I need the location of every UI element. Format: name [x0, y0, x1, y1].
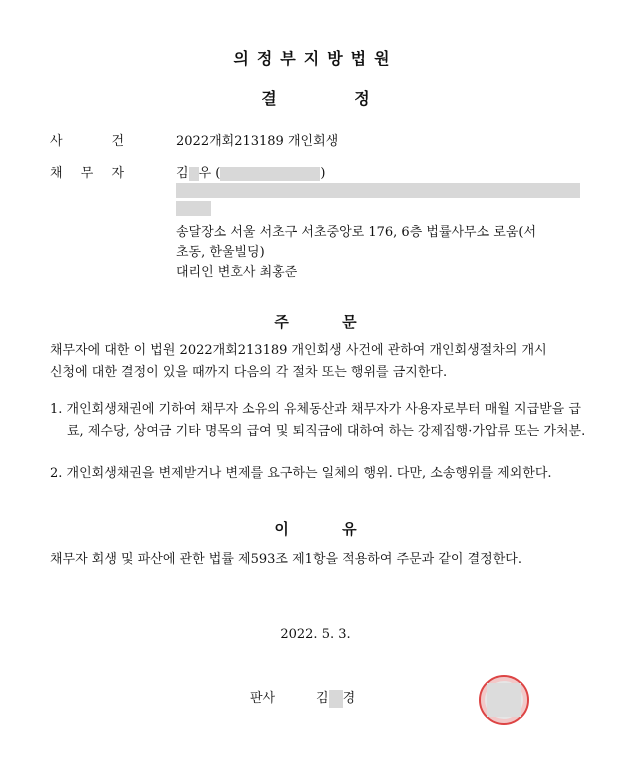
debtor-name-first: 김 — [176, 166, 189, 181]
seal-redaction — [487, 683, 521, 717]
judge-label: 판사 — [250, 691, 276, 706]
debtor-close-paren: ) — [320, 166, 326, 181]
address-redaction-short — [176, 201, 211, 216]
debtor-label: 채 무 자 — [50, 166, 124, 181]
debtor-name — [176, 162, 325, 181]
reason-text: 채무자 회생 및 파산에 관한 법률 제593조 제1항을 적용하여 주문과 같이 결정한다. — [50, 552, 522, 567]
case-number: 2022개회213189 개인회생 — [176, 134, 339, 149]
order-item: 2. 개인회생채권을 변제받거나 변제를 요구하는 일체의 행위. 다만, 소송행위를 제외한다. — [50, 466, 552, 481]
debtor-name-last: 우 ( — [198, 166, 221, 181]
redaction-block — [220, 167, 320, 181]
reason-heading: 이 유 — [274, 520, 357, 538]
redaction-block — [329, 690, 343, 708]
service-address: 송달장소 서울 서초구 서초중앙로 176, 6층 법률사무소 로움(서 — [176, 225, 537, 240]
address-redaction — [176, 183, 580, 198]
service-address-cont: 초동, 한울빌딩) — [176, 245, 265, 260]
judge-name-first: 김 — [316, 691, 329, 706]
order-intro-line1: 채무자에 대한 이 법원 2022개회213189 개인회생 사건에 관하여 개인회생절차의 개시 — [50, 343, 547, 358]
redaction-block — [189, 167, 199, 181]
case-label: 사 건 — [50, 134, 124, 149]
judge-name-last: 경 — [342, 691, 356, 706]
order-intro-line2: 신청에 대한 결정이 있을 때까지 다음의 각 절차 또는 행위를 금지한다. — [50, 365, 448, 380]
document-title: 결 정 — [261, 89, 370, 108]
order-heading: 주 문 — [274, 313, 357, 331]
attorney: 대리인 변호사 최홍준 — [176, 265, 298, 280]
order-item: 1. 개인회생채권에 기하여 채무자 소유의 유체동산과 채무자가 사용자로부터 매월 지급받을 급료, 제수당, 상여금 기타 명목의 급여 및 퇴직금에 대하여 하는 강제집행·가압류 또는 가처분. — [50, 402, 586, 439]
judge-name — [316, 687, 355, 708]
court-name: 의정부지방법원 — [233, 49, 398, 68]
decision-date: 2022. 5. 3. — [280, 627, 351, 642]
